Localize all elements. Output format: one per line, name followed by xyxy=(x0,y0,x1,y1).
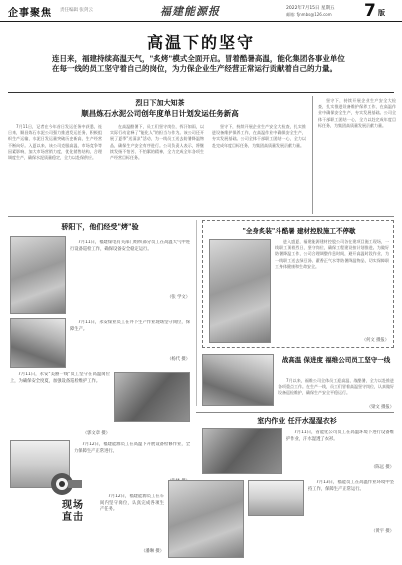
lead-paragraph: 连日来，福建持续高温天气，"炙烤"模式全面开启。冒着酷暑高温，能化集团各事业单位在每一线的员工坚守着自己的岗位，为力保企业生产经营正常运行贡献着自己的力量。 xyxy=(52,54,345,73)
photo-inspection xyxy=(10,236,66,314)
story2-credit1: （张 学文） xyxy=(167,295,190,300)
column-divider xyxy=(196,220,197,406)
story2-caption1: 7月11日，福建煤电有关部门组织部分员工在高温天气中进行设备巡检工作，确保设备安全稳定运行。 xyxy=(70,240,190,252)
photo-construction xyxy=(209,239,271,343)
story1-kicker: 烈日下加大知茶 xyxy=(135,98,185,107)
story3-body: 进入盛夏，福建能源建材控股公司各在建项目施工现场，一线职工顶着烈日，坚守岗位，确保工程建设按计划推进。为做好防暑降温工作，公司合理调整作息时间，避开高温时段作业，为一线职工送去绿豆汤、藿香正气水等防暑降温物品，切实保障职工身体健康和生命安全。 xyxy=(275,239,389,269)
story1-title: 顺昌炼石水泥公司创年度单日计划发运任务新高 xyxy=(81,109,239,118)
story1-col2: 在高温酷暑下，员工们坚守岗位，挥汗如雨，以实际行动诠释了"能化人"的担当与作为。该公司还开展了夏季"送清凉"活动，为一线员工送去防暑降温物品，确保生产安全有序进行。公司负责人表示，将继续发扬不怕苦、不怕累的精神，全力完成全年各项生产经营目标任务。 xyxy=(110,124,204,161)
story2-caption3: 7月11日，永安"美丽一线"员工坚守在高温岗位上，为确保安全度夏，加强设备巡检维护工作。 xyxy=(10,372,110,384)
column-divider xyxy=(312,96,313,214)
page-number: 7 xyxy=(364,1,376,21)
live-report-sticker xyxy=(48,470,92,523)
story5-caption2: 7月12日，福建能源员工在车间内坚守岗位，认真完成各项生产任务。 xyxy=(100,494,164,512)
story1-col3: 坚守下，持续开展企业生产安全大检查，扎实推进设备维护保养工作，在高温作业中确保安全生产，夯实发展基础。公司全体干部职工团结一心，全力以赴完成年度目标任务，为集团高质量发展贡献力量。 xyxy=(212,124,306,148)
story5-caption3: 7月13日，福能员工在高温作业环境中坚持工作，保障生产正常运行。 xyxy=(308,480,394,492)
photo-workers xyxy=(114,372,190,422)
issue-date: 2022年7月15日 星期五 xyxy=(286,6,335,11)
editor-line: 责任编辑 张剑云 xyxy=(60,8,93,13)
story5-credit2: （潘琳 摄） xyxy=(141,549,164,554)
story2-credit2: （杨代 摄） xyxy=(167,357,190,362)
page-headline: 高温下的坚守 xyxy=(146,33,255,52)
story3-box xyxy=(202,220,394,348)
photo-underground xyxy=(10,318,66,368)
photo-fuwei xyxy=(202,354,274,406)
sticker-line2: 直击 xyxy=(62,512,84,523)
story4-title: 战高温 保进度 福维公司员工坚守一线 xyxy=(281,356,391,364)
photo-indoor-2 xyxy=(168,480,244,558)
story2-title: 骄阳下，他们经受"烤"验 xyxy=(61,222,139,231)
story3-credit: （何文 摄报） xyxy=(361,338,389,343)
story5-credit3: （黄宇 摄） xyxy=(371,529,394,534)
story5-title: 室内作业 任汗水湿湿衣衫 xyxy=(257,416,337,425)
photo-indoor-3 xyxy=(248,480,304,516)
section-name: 企事聚焦 xyxy=(8,8,52,19)
story1-side-text: 坚守下，持续开展企业生产安全大检查，扎实推进设备维护保养工作，在高温作业中确保安全生产，夯实发展基础。公司全体干部职工团结一心，全力以赴完成年度目标任务，为集团高质量发展贡献力量。 xyxy=(318,98,396,128)
story4-body: 7月以来，福维公司全体员工迎高温、战酷暑，全力以赴推进各项重点工作。在生产一线，员工们冒着高温坚守岗位，认真做好设备巡检维护，确保生产安全平稳运行。 xyxy=(278,378,394,396)
contact-email: 邮箱: fjnmbs@126.com xyxy=(286,12,332,17)
masthead xyxy=(0,0,402,22)
story5-caption1: 7月11日，省能化公司员工在高温环境下进行设备维护作业，汗水湿透了衣衫。 xyxy=(286,430,394,442)
divider xyxy=(196,412,394,413)
story3-title: "全身炙装"斗酷暑 建材控股施工不停歇 xyxy=(242,227,356,235)
story2-credit3: （郭文章 摄） xyxy=(82,431,110,436)
page-unit: 版 xyxy=(378,8,385,17)
story2-caption2: 7月11日，永安煤业员工在井下生产作业现场坚守岗位，保障生产。 xyxy=(70,320,190,332)
photo-indoor-1 xyxy=(202,428,282,474)
divider xyxy=(8,216,394,217)
story2-caption4: 7月12日，福建能源员工在高温下开展设备检修作业，全力保障生产正常进行。 xyxy=(74,442,190,454)
divider xyxy=(8,92,394,93)
newspaper-logo: 福建能源报 xyxy=(160,5,220,18)
sticker-line1: 现场 xyxy=(62,500,84,511)
story1-col1: 7月11日，记者在今年首日发运任务中获悉，连日来，顺昌炼石水泥公司强力推进发运任务，积极组织生产运输，水泥日发运量突破历史新高，生产经营不断向好。入夏以来，该公司克服高温、市场竞争等因素影响，加大市场营销力度，优化销售结构，合理调度生产，确保水泥质量稳定，全力以赴保供应。 xyxy=(8,124,102,161)
story5-credit1: （陈远 摄） xyxy=(371,465,394,470)
story4-credit: （梁文 摄报） xyxy=(366,405,394,410)
